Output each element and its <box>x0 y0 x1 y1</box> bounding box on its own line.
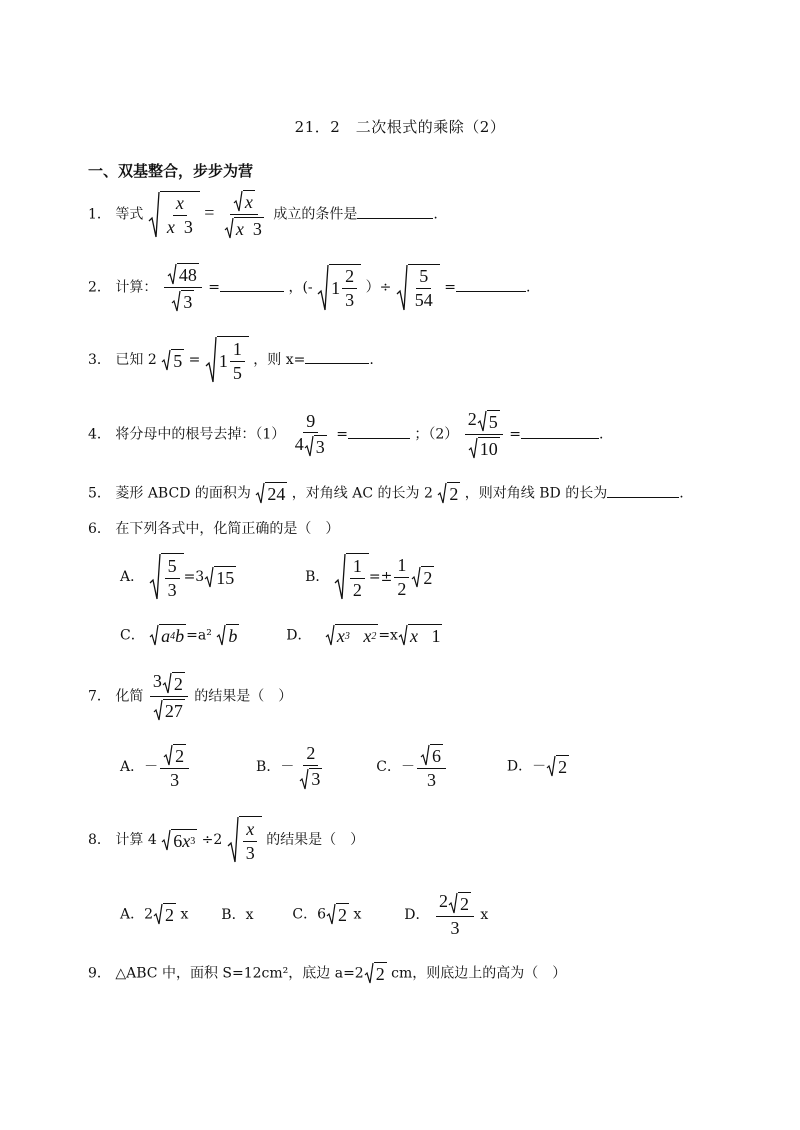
answer-blank[interactable] <box>521 424 599 439</box>
question-text: 成立的条件是 <box>273 206 358 223</box>
radicand-term: 3 <box>252 218 262 239</box>
question-text: 等式 <box>115 206 144 223</box>
question-text: 化简 <box>115 688 144 705</box>
option-variable: x <box>353 906 362 923</box>
denominator: 3 <box>167 579 177 600</box>
option-label: D．－ <box>506 758 547 775</box>
question-number: 5． <box>88 485 111 502</box>
radicand: 27 <box>164 700 183 721</box>
option-a[interactable] <box>120 744 191 790</box>
answer-blank[interactable] <box>220 277 284 292</box>
radicand: 24 <box>267 484 286 504</box>
numerator: 2 <box>342 267 357 289</box>
question-text: ，则 x= <box>253 352 306 368</box>
separator: ，(- <box>288 279 313 296</box>
radicand-coefficient: 6 <box>173 830 183 851</box>
option-label: D． <box>286 627 312 644</box>
coefficient: 3 <box>152 671 162 692</box>
coefficient: 4 <box>294 434 304 455</box>
denominator-term: 3 <box>183 217 193 237</box>
option-expression: =3 <box>183 569 205 585</box>
option-label: C． <box>120 627 145 644</box>
fraction <box>164 263 202 312</box>
option-label: A．2 <box>120 906 154 923</box>
option-label: B．x <box>221 906 254 923</box>
radicand-base: x <box>409 626 418 646</box>
option-label: D． <box>404 906 430 923</box>
question-text: 菱形 ABCD 的面积为 <box>115 485 251 502</box>
question-4 <box>88 410 603 459</box>
question-1 <box>88 190 438 239</box>
radicand: x <box>235 218 244 239</box>
denominator: 2 <box>352 579 362 600</box>
radicand: 6 <box>431 745 441 766</box>
operator: ÷2 <box>201 832 223 848</box>
exponent: 3 <box>344 631 350 642</box>
equals: = <box>444 279 456 296</box>
radicand: 3 <box>311 769 321 790</box>
radicand: 2 <box>423 567 433 588</box>
question-number: 6． <box>88 521 111 537</box>
option-b[interactable] <box>305 553 434 601</box>
operator: ）÷ <box>365 279 392 296</box>
question-number: 7． <box>88 688 111 705</box>
question-text: ；（2） <box>414 426 459 443</box>
option-c[interactable] <box>120 624 239 647</box>
question-number: 8． <box>88 832 111 848</box>
option-variable: x <box>480 906 489 923</box>
period: . <box>433 206 438 223</box>
question-text: 已知 2 <box>115 352 157 368</box>
question-text: 计算： <box>115 279 158 296</box>
option-label: B． <box>305 569 330 585</box>
radicand-base: a <box>161 626 171 646</box>
denominator: 5 <box>232 362 242 383</box>
option-label: A． <box>120 569 145 585</box>
numerator: x <box>243 820 257 842</box>
question-5 <box>88 482 684 505</box>
option-expression: =± <box>368 569 393 585</box>
numerator: 1 <box>230 340 245 362</box>
question-6-options-row-1 <box>120 553 434 601</box>
numerator: 5 <box>416 267 431 289</box>
answer-blank[interactable] <box>357 204 433 219</box>
equals: = <box>188 352 201 368</box>
option-c[interactable] <box>376 744 448 790</box>
question-text: 的结果是（ ） <box>266 832 365 848</box>
radicand: 48 <box>178 264 197 285</box>
radical <box>255 482 287 505</box>
denominator: 54 <box>414 290 433 310</box>
question-text: 在下列各式中，化简正确的是（ ） <box>115 521 340 537</box>
option-label: B．－ <box>256 758 295 775</box>
exponent: 4 <box>170 631 176 642</box>
equals: = <box>336 426 348 443</box>
denominator: 3 <box>170 770 180 790</box>
radicand: 3 <box>315 437 325 457</box>
option-variable: x <box>180 906 189 923</box>
question-text: ，则对角线 BD 的长为 <box>464 485 608 502</box>
period: . <box>525 279 531 296</box>
fraction <box>465 410 503 459</box>
option-d[interactable] <box>507 755 569 778</box>
question-3 <box>88 336 374 384</box>
radicand: 5 <box>173 350 183 371</box>
radicand-term: x <box>363 626 372 646</box>
equals: = <box>208 279 221 296</box>
radicand: 2 <box>558 757 568 778</box>
radicand: 2 <box>338 905 348 926</box>
question-text: 将分母中的根号去掉：（1） <box>115 426 286 443</box>
question-text: 的结果是（ ） <box>194 688 293 705</box>
question-number: 3． <box>88 352 111 368</box>
option-b[interactable] <box>221 904 253 924</box>
numerator: 2 <box>303 744 318 766</box>
denominator: 3 <box>245 842 255 863</box>
period: . <box>369 352 374 368</box>
numerator: x <box>173 194 187 216</box>
question-number: 9． <box>88 965 111 982</box>
equals: = <box>509 426 521 443</box>
equals: = <box>204 202 215 223</box>
radicand-base: x <box>336 626 345 646</box>
answer-blank[interactable] <box>305 349 369 364</box>
radicand: x <box>244 191 253 212</box>
fraction <box>221 190 267 239</box>
exponent: 3 <box>190 835 196 847</box>
radicand: 3 <box>183 291 193 312</box>
whole-part: 1 <box>218 350 228 371</box>
section-heading: 一、双基整合，步步为营 <box>88 162 254 180</box>
radicand: b <box>228 626 238 646</box>
question-7-options <box>120 744 569 790</box>
answer-blank[interactable] <box>348 424 410 439</box>
radicand-term: 1 <box>431 626 441 646</box>
whole-part: 1 <box>331 278 341 298</box>
denominator: x <box>166 217 175 237</box>
option-label: A．－ <box>120 758 159 775</box>
exponent: 2 <box>371 631 377 642</box>
radicand: 2 <box>449 484 459 504</box>
option-label: C．6 <box>292 906 327 923</box>
question-number: 4． <box>88 426 111 443</box>
option-c[interactable] <box>292 903 361 926</box>
question-text: cm，则底边上的高为（ ） <box>391 965 567 982</box>
denominator: 3 <box>426 770 436 790</box>
question-9 <box>88 962 566 985</box>
coefficient: 2 <box>467 409 477 430</box>
answer-blank[interactable] <box>456 277 526 292</box>
period: . <box>598 426 604 443</box>
question-text: ，对角线 AC 的长为 2 <box>291 485 433 502</box>
question-6-options-row-2 <box>120 624 442 647</box>
option-d[interactable] <box>404 892 488 938</box>
page-title: 21．2 二次根式的乘除（2） <box>294 118 506 136</box>
option-d[interactable] <box>286 624 442 647</box>
option-expression: =x <box>378 627 398 644</box>
option-expression: =a² <box>186 627 212 644</box>
fraction <box>292 412 330 458</box>
question-8-options <box>120 892 488 938</box>
option-label: C．－ <box>376 758 415 775</box>
coefficient: 2 <box>438 891 448 912</box>
question-number: 2． <box>88 279 111 296</box>
question-text: 计算 4 <box>115 832 157 848</box>
option-a[interactable] <box>120 553 236 601</box>
question-8 <box>88 816 364 864</box>
denominator: 3 <box>450 918 460 938</box>
question-text: △ABC 中，面积 S=12cm²，底边 a=2 <box>115 965 364 982</box>
answer-blank[interactable] <box>607 483 679 498</box>
radical <box>317 264 361 312</box>
radical <box>437 482 460 505</box>
radical <box>161 349 184 372</box>
period: . <box>679 485 684 502</box>
fraction <box>150 672 188 721</box>
denominator: 2 <box>397 578 407 599</box>
radicand: 10 <box>479 438 498 459</box>
radicand-term: b <box>175 626 185 646</box>
question-6 <box>88 518 339 538</box>
option-b[interactable] <box>256 744 327 790</box>
denominator: 3 <box>345 290 355 310</box>
radical <box>396 264 440 312</box>
option-a[interactable] <box>120 903 188 926</box>
question-2 <box>88 263 530 312</box>
question-7 <box>88 672 292 721</box>
radicand: 2 <box>173 673 183 694</box>
radicand: 2 <box>459 893 469 914</box>
numerator: 1 <box>394 556 409 578</box>
radicand: 2 <box>165 905 175 926</box>
question-number: 1． <box>88 206 111 223</box>
radical <box>205 336 249 384</box>
radicand: 2 <box>375 964 385 984</box>
radical <box>148 191 200 239</box>
numerator: 9 <box>303 412 318 434</box>
radicand: 5 <box>488 411 498 432</box>
numerator: 1 <box>350 557 365 579</box>
radicand: 2 <box>175 745 185 766</box>
radicand-base: x <box>182 830 191 851</box>
numerator: 5 <box>165 557 180 579</box>
radicand: 15 <box>216 567 235 588</box>
